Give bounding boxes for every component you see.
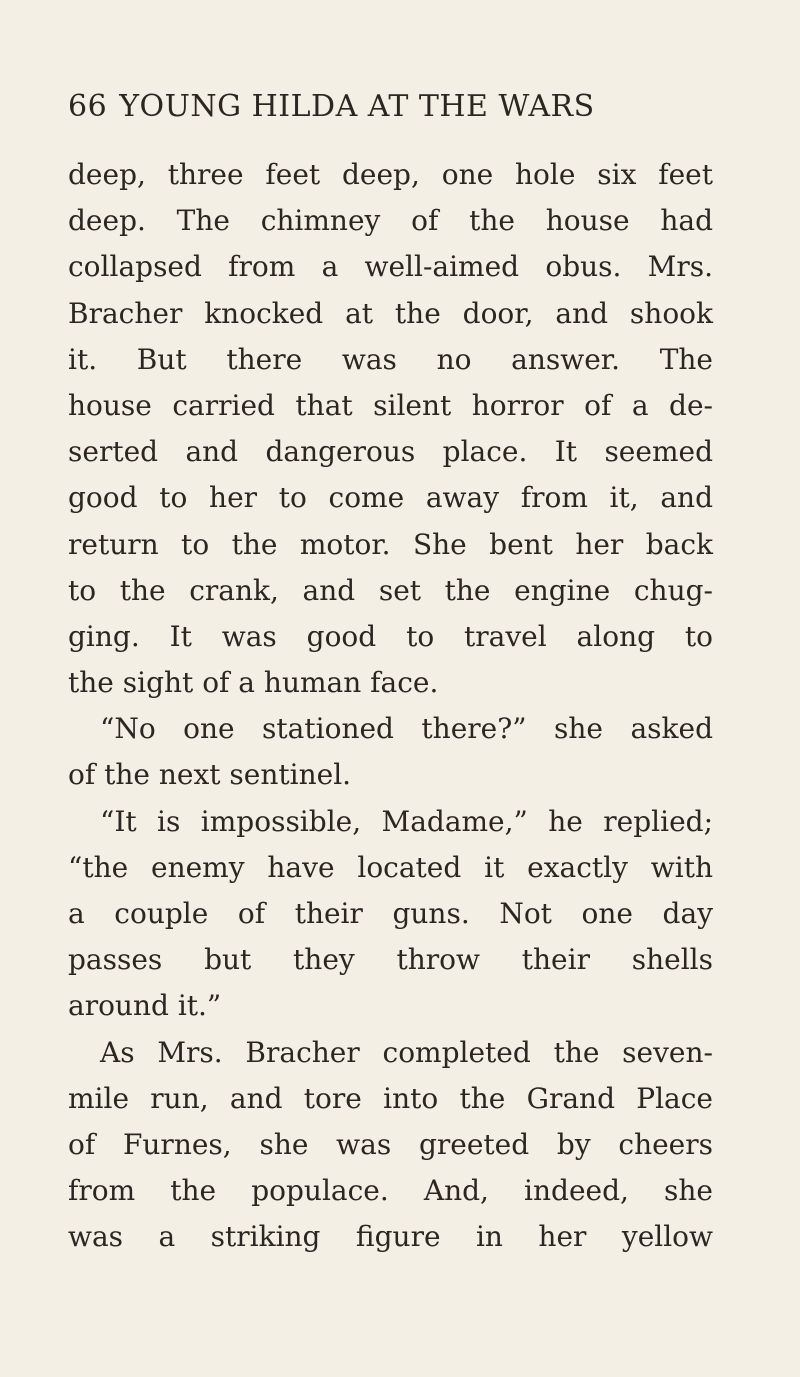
- text-line: As Mrs. Bracher completed the seven-: [100, 1035, 713, 1069]
- text-line: good to her to come away from it, and: [68, 481, 713, 515]
- text-line: ging. It was good to travel along to: [68, 619, 713, 653]
- text-line: collapsed from a well-aimed obus. Mrs.: [68, 250, 713, 284]
- text-line: passes but they throw their shells: [68, 943, 713, 977]
- text-line: Bracher knocked at the door, and shook: [68, 296, 713, 330]
- text-line: serted and dangerous place. It seemed: [68, 435, 713, 469]
- text-line: it. But there was no answer. The: [68, 342, 713, 376]
- text-line: “the enemy have located it exactly with: [68, 850, 713, 884]
- text-line: from the populace. And, indeed, she: [68, 1174, 713, 1208]
- text-line: a couple of their guns. Not one day: [68, 897, 713, 930]
- text-line: deep, three feet deep, one hole six feet: [68, 158, 713, 191]
- text-line: the sight of a human face.: [68, 666, 439, 700]
- text-line: around it.”: [68, 989, 222, 1023]
- text-line: deep. The chimney of the house had: [68, 204, 713, 238]
- running-header: [68, 82, 713, 132]
- text-line: to the crank, and set the engine chug-: [68, 573, 713, 607]
- running-title: YOUNG HILDA AT THE WARS: [119, 89, 595, 124]
- text-line: “No one stationed there?” she asked: [100, 712, 713, 746]
- text-line: mile run, and tore into the Grand Place: [68, 1081, 713, 1115]
- page-number: 66: [68, 89, 108, 124]
- text-line: return to the motor. She bent her back: [68, 527, 713, 561]
- text-line: was a striking figure in her yellow: [68, 1220, 713, 1254]
- text-line: “It is impossible, Madame,” he replied;: [100, 804, 713, 838]
- text-line: of the next sentinel.: [68, 758, 352, 792]
- body-text: [68, 152, 713, 1261]
- text-line: house carried that silent horror of a de-: [68, 388, 713, 422]
- text-line: of Furnes, she was greeted by cheers: [68, 1127, 713, 1161]
